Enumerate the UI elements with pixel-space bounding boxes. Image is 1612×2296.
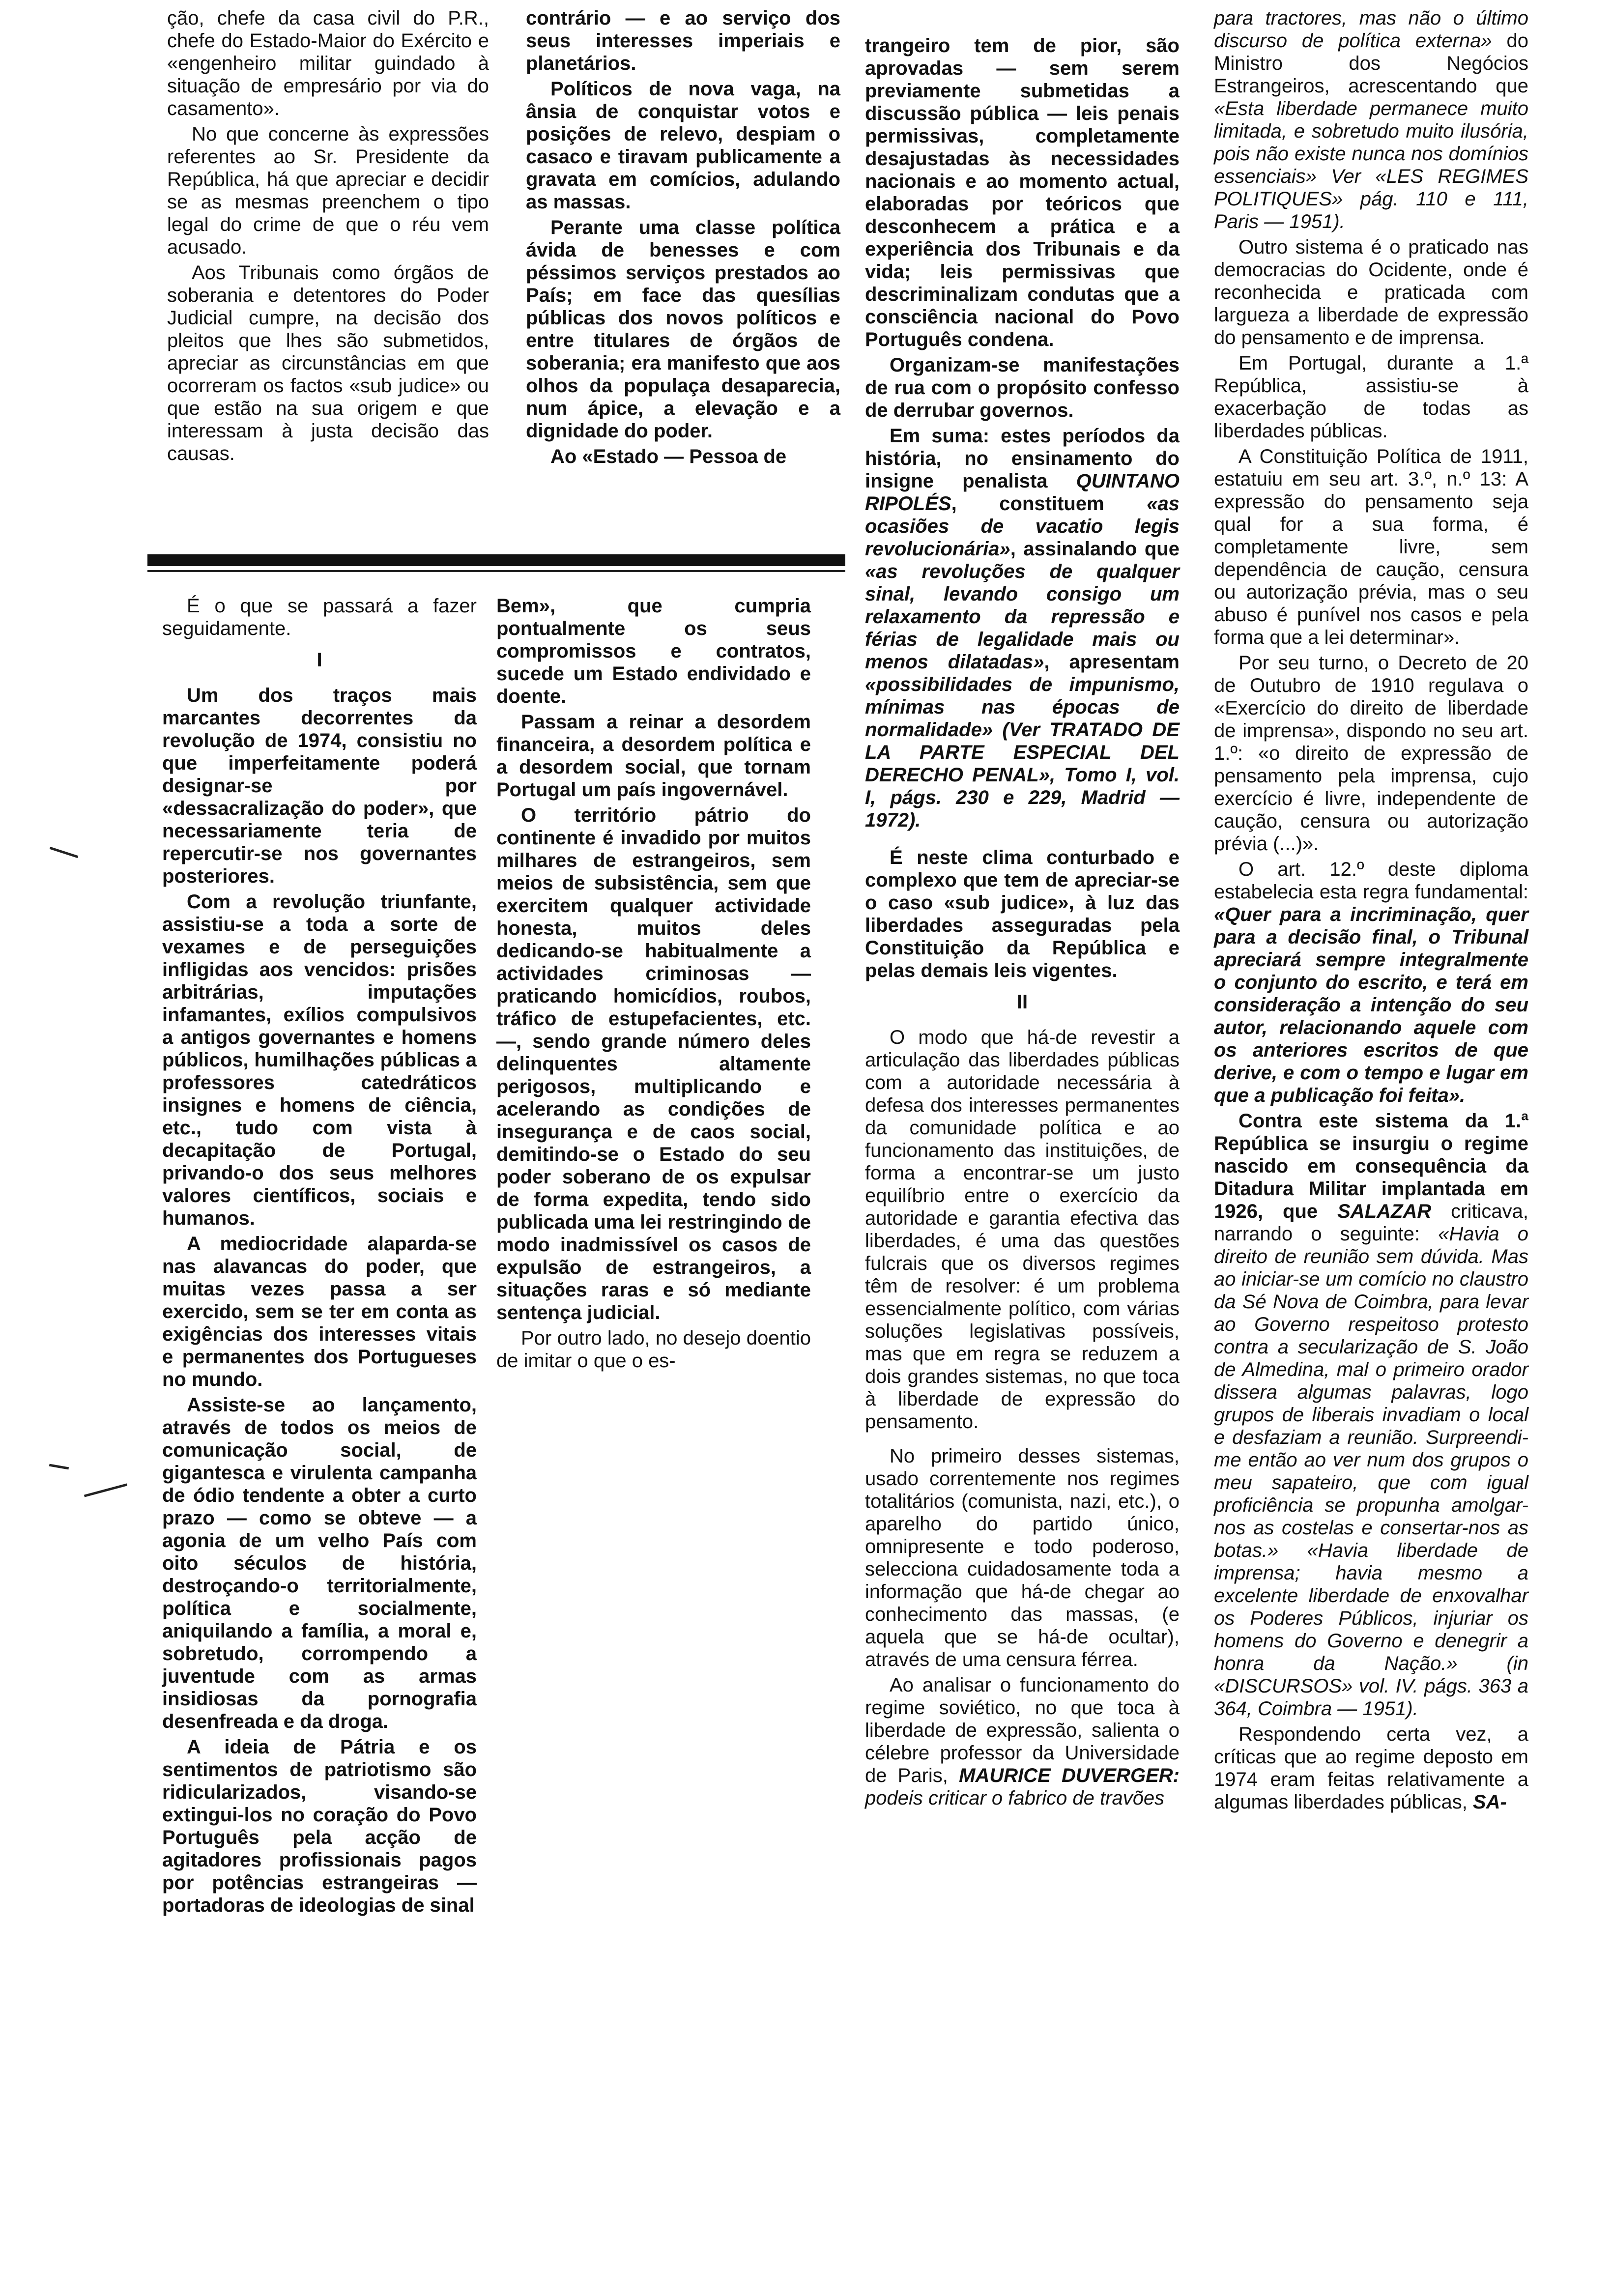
paragraph: Organizam-se manifestações de rua com o propósito confesso de derrubar governos. bbox=[865, 354, 1180, 421]
col-3 bbox=[865, 34, 1180, 1812]
paragraph bbox=[865, 425, 1180, 832]
upper-col-2 bbox=[526, 7, 840, 471]
lower-col-2-body bbox=[496, 595, 811, 1324]
paragraph bbox=[865, 1674, 1180, 1809]
text-run: , constituem bbox=[951, 493, 1104, 515]
paragraph: No primeiro desses sistemas, usado correntemente nos regimes totalitários (comunista, nazi, etc.), o aparelho do partido único, omnipresente e todo poderoso, selecciona cuidadosamente toda a informação que há-de chegar ao conhecimento das massas, (e aquela que se há-de ocultar), através de uma censura férrea. bbox=[865, 1445, 1180, 1670]
margin-mark bbox=[50, 847, 79, 858]
quote: «Havia o direito de reunião sem dúvida. Mas ao iniciar-se um comício no claustro da Sé Nova de Coimbra, para levar ao Governo respeitoso protesto contra a secularização de S. João de Almedina, mal o primeiro orador dissera algumas palavras, logo grupos de liberais invadiam o local e desfaziam a reunião. Surpreendi-me então ao ver num dos grupos o meu sapateiro, que com igual proficiência se propunha amolgar-nos as costelas e consertar-nos as botas.» «Havia liberdade de imprensa; havia mesmo a excelente liberdade de enxovalhar os Poderes Públicos, injuriar os homens do Governo e denegrir a honra da Nação.» (in «DISCURSOS» vol. IV. págs. 363 a 364, Coimbra — 1951). bbox=[1214, 1223, 1528, 1720]
text-run: Ao analisar o funcionamento do regime soviético, no que toca à liberdade de expressão, salienta o célebre professor da Universidade de Paris, bbox=[865, 1674, 1180, 1786]
paragraph: É neste clima conturbado e complexo que tem de apreciar-se o caso «sub judice», à luz das liberdades asseguradas pela Constituição da República e pelas demais leis vigentes. bbox=[865, 847, 1180, 981]
paragraph: O modo que há-de revestir a articulação das liberdades públicas com a autoridade necessária à defesa dos interesses permanentes da comunidade política e ao funcionamento das instituições, de forma a encontrar-se um justo equilíbrio entre o exercício da autoridade e garantia efectiva das liberdades, é uma das questões fulcrais que os diversos regimes têm de resolver: é um problema essencialmente político, com várias soluções legislativas possíveis, mas que em regra se reduzem a dois grandes sistemas, no que toca à liberdade de expressão do pensamento. bbox=[865, 1027, 1180, 1433]
paragraph: A mediocridade alaparda-se nas alavancas do poder, que muitas vezes passa a ser exercido, sem se ter em conta as exigências dos interesses vitais e permanentes dos Portugueses no mundo. bbox=[162, 1233, 477, 1390]
section-divider-thin bbox=[147, 570, 845, 572]
paragraph bbox=[1214, 1110, 1528, 1720]
quote: podeis criticar o fabrico de travões bbox=[865, 1787, 1165, 1809]
paragraph: A Constituição Política de 1911, estatuiu em seu art. 3.º, n.º 13: A expressão do pensamento seja qual for a sua forma, é completamente livre, sem dependência de caução, censura ou autorização prévia, mas o seu abuso é punível nos casos e pela forma que a lei determinar». bbox=[1214, 446, 1528, 648]
author-name: SA- bbox=[1472, 1791, 1507, 1813]
paragraph: Políticos de nova vaga, na ânsia de conquistar votos e posições de relevo, despiam o casaco e tiravam publicamente a gravata em comícios, adulando as massas. bbox=[526, 78, 840, 213]
col-4 bbox=[1214, 7, 1528, 1816]
text-run: , assinalando que bbox=[1010, 538, 1180, 560]
paragraph: Bem», que cumpria pontualmente os seus compromissos e contratos, sucede um Estado endividado e doente. bbox=[496, 595, 811, 707]
quote: «as revoluções de qualquer sinal, levando consigo um relaxamento da repressão e férias de legalidade mais ou menos dilatadas» bbox=[865, 561, 1180, 673]
lower-col-2 bbox=[496, 595, 811, 1375]
paragraph: Por seu turno, o Decreto de 20 de Outubro de 1910 regulava o «Exercício do direito de liberdade de imprensa», dispondo no seu art. 1.º: «o direito de expressão de pensamento pela imprensa, cujo exercício é livre, independente de caução, censura ou autorização prévia (...)». bbox=[1214, 652, 1528, 855]
author-name: QUINTANO RIPOLÉS bbox=[865, 470, 1180, 515]
paragraph: Em Portugal, durante a 1.ª República, assistiu-se à exacerbação de todas as liberdades públicas. bbox=[1214, 352, 1528, 442]
paragraph: contrário — e ao serviço dos seus interesses imperiais e planetários. bbox=[526, 7, 840, 74]
intro-paragraph: É o que se passará a fazer seguidamente. bbox=[162, 595, 477, 639]
author-name: SALAZAR bbox=[1337, 1201, 1432, 1222]
text-run: Contra este sistema da 1.ª República se insurgiu o regime nascido em consequência da Ditadura Militar implantada em 1926, que bbox=[1214, 1110, 1528, 1222]
paragraph bbox=[1214, 7, 1528, 233]
paragraph: Passam a reinar a desordem financeira, a desordem política e a desordem social, que tornam Portugal um país ingovernável. bbox=[496, 711, 811, 801]
paragraph: Por outro lado, no desejo doentio de imitar o que o es- bbox=[496, 1327, 811, 1372]
quote: «possibilidades de impunismo, mínimas nas épocas de normalidade» (Ver TRATADO DE LA PARTE ESPECIAL DEL DERECHO PENAL», Tomo I, vol. I, págs. 230 e 229, Madrid — 1972). bbox=[865, 674, 1180, 831]
paragraph: Com a revolução triunfante, assistiu-se a toda a sorte de vexames e de perseguições infligidas aos vencidos: prisões arbitrárias, imputações infamantes, exílios compulsivos a antigos governantes e homens públicos, humilhações públicas a professores catedráticos insignes e homens de ciência, etc., tudo com vista à decapitação de Portugal, privando-o dos seus melhores valores científicos, sociais e humanos. bbox=[162, 891, 477, 1229]
quote: «Esta liberdade permanece muito limitada, e sobretudo muito ilusória, pois não existe nunca nos domínios essenciais» Ver «LES REGIMES POLITIQUES» pág. 110 e 111, Paris — 1951). bbox=[1214, 98, 1528, 232]
paragraph: trangeiro tem de pior, são aprovadas — sem serem previamente submetidas a discussão pública — leis penais permissivas, completamente desajustadas às necessidades nacionais e ao momento actual, elaboradas por teóricos que desconhecem a prática e a experiência dos Tribunais e da vida; leis permissivas que descriminalizam condutas que a consciência nacional do Povo Português condena. bbox=[865, 35, 1180, 350]
margin-mark bbox=[49, 1464, 69, 1470]
paragraph: Ao «Estado — Pessoa de bbox=[550, 446, 787, 467]
paragraph: O território pátrio do continente é invadido por muitos milhares de estrangeiros, sem meios de subsistência, sem que exercitem qualquer actividade honesta, muitos deles dedicando-se habitualmente a actividades criminosas — praticando homicídios, roubos, tráfico de estupefacientes, etc. —, sendo grande número deles delinquentes altamente perigosos, multiplicando e acelerando as condições de insegurança e de caos social, demitindo-se o Estado do seu poder soberano de os expulsar de forma expedita, tendo sido publicada uma lei restringindo de modo inadmissível os casos de expulsão de estrangeiros, a situações raras e só mediante sentença judicial. bbox=[496, 804, 811, 1323]
text-run: , apresentam bbox=[1044, 651, 1180, 673]
upper-col-1 bbox=[167, 7, 489, 468]
paragraph: Perante uma classe política ávida de benesses e com péssimos serviços prestados ao País; em face das quesílias públicas dos novos políticos e entre titulares de órgãos de soberania; era manifesto que aos olhos da populaça desaparecia, num ápice, a elevação e a dignidade do poder. bbox=[526, 217, 840, 442]
paragraph: Aos Tribunais como órgãos de soberania e detentores do Poder Judicial cumpre, na decisão dos pleitos que lhes são submetidos, apreciar as circunstâncias em que ocorreram os factos «sub judice» ou que estão na sua origem e que interessam à justa decisão das causas. bbox=[167, 262, 489, 464]
text-run: Em suma: estes períodos da história, no ensinamento do insigne penalista bbox=[865, 425, 1180, 492]
paragraph: Outro sistema é o praticado nas democracias do Ocidente, onde é reconhecida e praticada com largueza a liberdade de expressão do pensamento e de imprensa. bbox=[1214, 236, 1528, 348]
section-divider bbox=[147, 554, 845, 566]
section-numeral: I bbox=[317, 649, 322, 671]
quote: «as ocasiões de vacatio legis revolucionária» bbox=[865, 493, 1180, 560]
col-3-bold-block bbox=[865, 34, 1180, 1013]
quote: para tractores, mas não o último discurso de política externa» bbox=[1214, 7, 1528, 52]
paragraph: ção, chefe da casa civil do P.R., chefe do Estado-Maior do Exército e «engenheiro militar guindado à situação de empresário por via do casamento». bbox=[167, 7, 489, 119]
text-run: criticava, narrando o seguinte: bbox=[1214, 1201, 1528, 1245]
text-run: do Ministro dos Negócios Estrangeiros, acrescentando que bbox=[1214, 30, 1528, 97]
margin-mark bbox=[84, 1483, 127, 1497]
paragraph bbox=[1214, 1723, 1528, 1813]
paragraph: A ideia de Pátria e os sentimentos de patriotismo são ridicularizados, visando-se extingui-los no coração do Povo Português pela acção de agitadores profissionais pagos por potências estrangeiras — portadoras de ideologias de sinal bbox=[162, 1736, 477, 1916]
text-run: O art. 12.º deste diploma estabelecia esta regra fundamental: bbox=[1214, 859, 1528, 903]
text-run: Respondendo certa vez, a críticas que ao regime deposto em 1974 eram feitas relativamente a algumas liberdades públicas, bbox=[1214, 1723, 1528, 1813]
paragraph: Assiste-se ao lançamento, através de todos os meios de comunicação social, de gigantesca e virulenta campanha de ódio tendente a obter a curto prazo — como se obteve — a agonia de um velho País com oito séculos de história, destroçando-o territorialmente, política e socialmente, aniquilando a família, a moral e, sobretudo, corrompendo a juventude com as armas insidiosas da pornografia desenfreada e da droga. bbox=[162, 1394, 477, 1732]
quote: «Quer para a incriminação, quer para a decisão final, o Tribunal apreciará sempre integralmente o conjunto do escrito, e terá em consideração a intenção do seu autor, relacionando aquele com os anteriores escritos de que derive, e com o tempo e lugar em que a publicação foi feita». bbox=[1214, 904, 1528, 1106]
paragraph: Um dos traços mais marcantes decorrentes da revolução de 1974, consistiu no que imperfeitamente poderá designar-se por «dessacralização do poder», que necessariamente teria de repercutir-se nos governantes posteriores. bbox=[162, 685, 477, 887]
section-numeral: II bbox=[1016, 991, 1028, 1013]
author-name: MAURICE DUVERGER: bbox=[959, 1765, 1180, 1786]
lower-col-1 bbox=[162, 595, 477, 1920]
paragraph: No que concerne às expressões referentes ao Sr. Presidente da República, há que apreciar e decidir se as mesmas preenchem o tipo legal do crime de que o réu vem acusado. bbox=[167, 123, 489, 258]
paragraph bbox=[1214, 858, 1528, 1107]
lower-col-1-body bbox=[162, 684, 477, 1917]
